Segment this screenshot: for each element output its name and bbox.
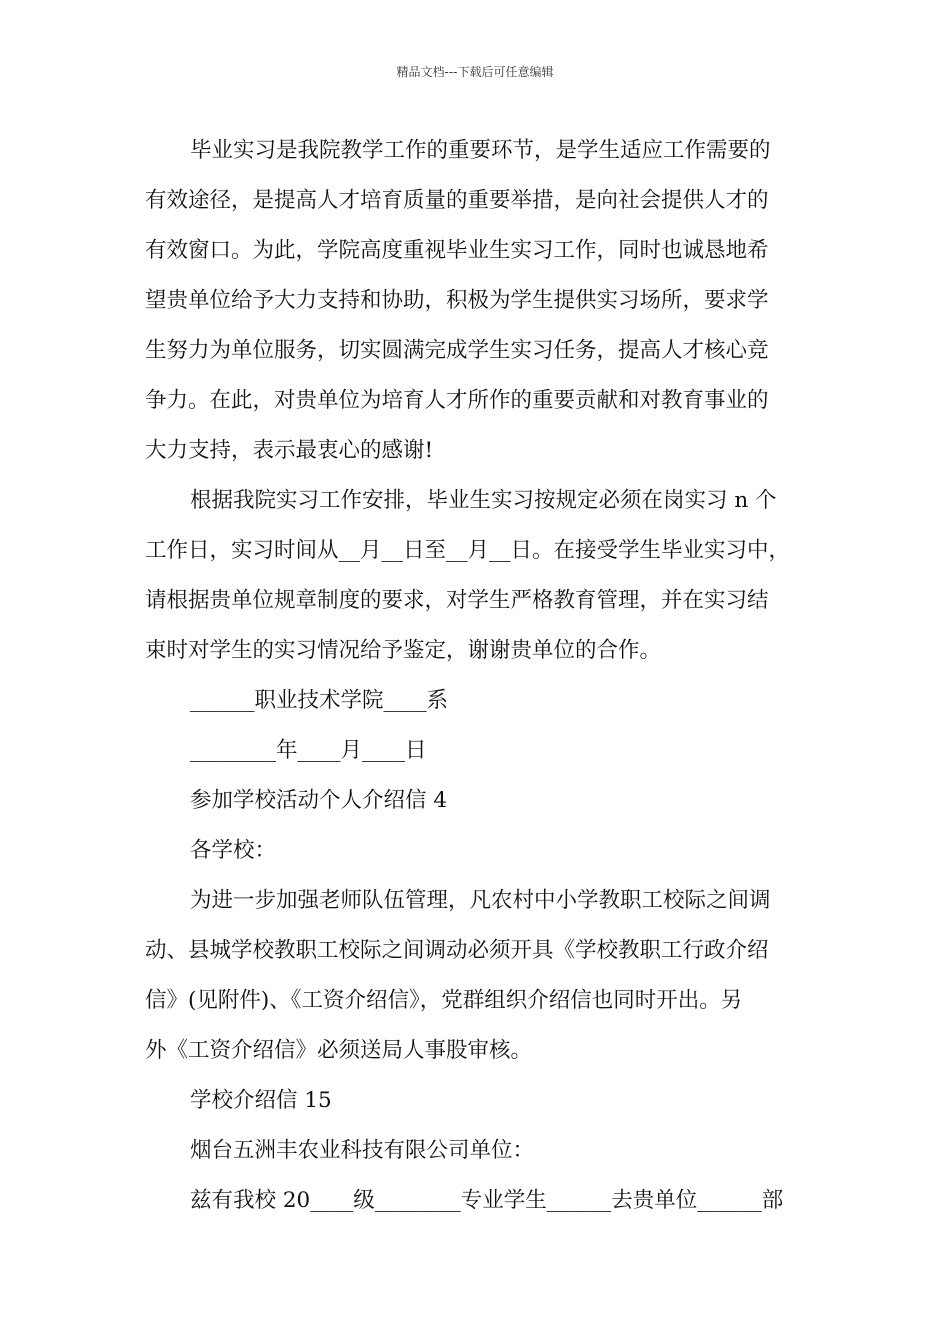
paragraph-line: 有效窗口。为此，学院高度重视毕业生实习工作，同时也诚恳地希: [145, 238, 769, 263]
paragraph-line: 争力。在此，对贵单位为培育人才所作的重要贡献和对教育事业的: [145, 388, 769, 413]
paragraph-line: 束时对学生的实习情况给予鉴定，谢谢贵单位的合作。: [145, 638, 662, 663]
paragraph-line: 毕业实习是我院教学工作的重要环节，是学生适应工作需要的: [190, 138, 771, 163]
paragraph-line: 有效途径，是提高人才培育质量的重要举措，是向社会提供人才的: [145, 188, 769, 213]
paragraph-line: 信》(见附件)、《工资介绍信》，党群组织介绍信也同时开出。另: [145, 988, 743, 1013]
signature-date-line: ________年____月____日: [190, 738, 427, 763]
salutation: 各学校：: [190, 838, 277, 863]
document-body: [145, 126, 812, 1226]
paragraph-line: 大力支持，表示最衷心的感谢!: [145, 438, 434, 463]
paragraph-line: 生努力为单位服务，切实圆满完成学生实习任务，提高人才核心竞: [145, 338, 769, 363]
paragraph-line: 为进一步加强老师队伍管理，凡农村中小学教职工校际之间调: [190, 888, 771, 913]
section-title: 学校介绍信 15: [190, 1088, 332, 1113]
paragraph-line: 望贵单位给予大力支持和协助，积极为学生提供实习场所，要求学: [145, 288, 769, 313]
paragraph-line: 工作日，实习时间从__月__日至__月__日。在接受学生毕业实习中，: [145, 538, 791, 563]
page-header: 精品文档---下载后可任意编辑: [396, 65, 554, 79]
section-title: 参加学校活动个人介绍信 4: [190, 788, 448, 813]
paragraph-line: 请根据贵单位规章制度的要求，对学生严格教育管理，并在实习结: [145, 588, 769, 613]
paragraph-line: 动、县城学校教职工校际之间调动必须开具《学校教职工行政介绍: [145, 938, 769, 963]
signature-school-line: ______职业技术学院____系: [190, 688, 449, 713]
paragraph-line: 根据我院实习工作安排，毕业生实习按规定必须在岗实习 n 个: [190, 488, 777, 513]
salutation: 烟台五洲丰农业科技有限公司单位：: [190, 1138, 535, 1163]
paragraph-line: 外《工资介绍信》必须送局人事股审核。: [145, 1038, 533, 1063]
paragraph-line: 兹有我校 20____级________专业学生______去贵单位______部: [190, 1188, 784, 1213]
